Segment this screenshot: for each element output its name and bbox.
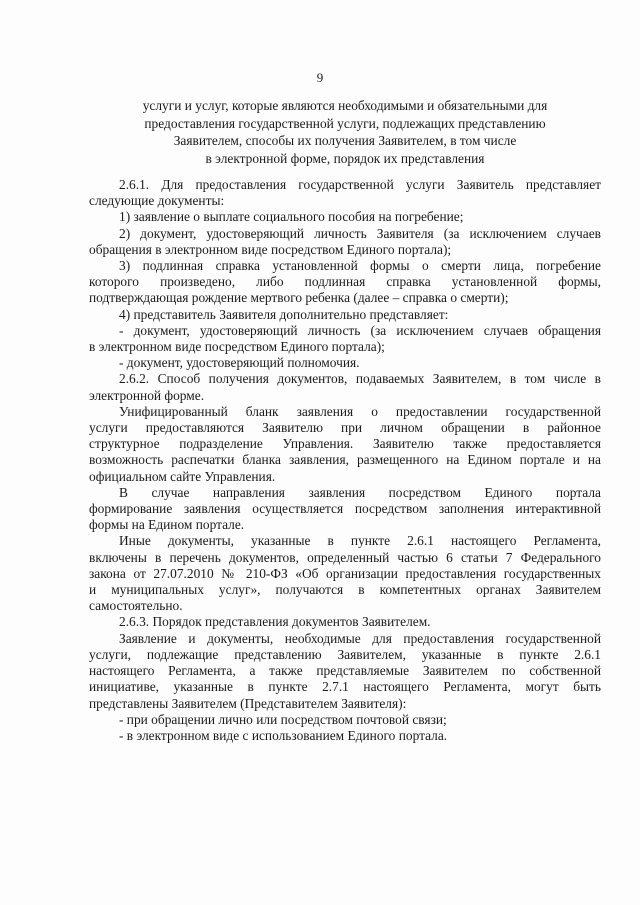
text-line: - документ, удостоверяющий личность (за исключением случаев обращения	[119, 322, 601, 338]
paragraph-portal-submission	[89, 485, 601, 534]
paragraph-2-6-2	[89, 371, 601, 403]
text-line: включены в перечень документов, определенный частью 6 статьи 7 Федерального	[89, 549, 601, 565]
representative-doc-authority	[89, 355, 601, 371]
text-line: 4) представитель Заявителя дополнительно представляет:	[119, 306, 449, 322]
text-line: 2.6.3. Порядок представления документов Заявителем.	[119, 614, 431, 630]
text-line: формирование заявления осуществляется посредством заполнения интерактивной	[89, 501, 601, 517]
text-line: обращения в электронном виде посредством Единого портала);	[89, 241, 452, 257]
text-line: В случае направления заявления посредством Единого портала	[119, 484, 601, 500]
text-line: услуги предоставляются Заявителю при личном обращении в районное	[89, 420, 601, 436]
paragraph-submission-methods	[89, 631, 601, 712]
text-line: самостоятельно.	[89, 598, 183, 614]
paragraph-unified-form	[89, 404, 601, 485]
heading-line: услуги и услуг, которые являются необходимыми и обязательными для	[142, 98, 548, 113]
text-line: 3) подлинная справка установленной формы о смерти лица, погребение	[119, 258, 601, 274]
text-line: структурное подразделение Управления. Заявителю также предоставляется	[89, 436, 601, 452]
text-line: инициативе, указанные в пункте 2.7.1 настоящего Регламента, могут быть	[89, 679, 601, 695]
heading-line: предоставления государственной услуги, подлежащих представлению	[144, 115, 546, 131]
paragraph-other-documents	[89, 533, 601, 614]
text-line: и муниципальных услуг», получаются в компетентных органах Заявителем	[89, 582, 601, 598]
text-line: - при обращении лично или посредством почтовой связи;	[119, 711, 447, 727]
list-item-2	[89, 226, 601, 258]
list-item-1	[89, 209, 601, 225]
method-electronic	[89, 728, 601, 744]
text-line: в электронном виде посредством Единого портала);	[89, 339, 385, 355]
document-body	[89, 177, 601, 744]
list-item-4	[89, 307, 601, 323]
list-item-3	[89, 258, 601, 307]
section-heading	[90, 97, 600, 167]
text-line: 2.6.2. Способ получения документов, подаваемых Заявителем, в том числе в	[119, 371, 601, 387]
text-line: подтверждающая рождение мертвого ребенка (далее – справка о смерти);	[89, 290, 509, 306]
heading-line: в электронной форме, порядок их представления	[205, 150, 485, 166]
text-line: Унифицированный бланк заявления о предоставлении государственной	[119, 403, 601, 419]
text-line: официальном сайте Управления.	[89, 468, 276, 484]
text-line: услуги, подлежащие представлению Заявителем, указанные в пункте 2.6.1	[89, 646, 601, 662]
text-line: закона от 27.07.2010 № 210-ФЗ «Об организации предоставления государственных	[89, 565, 601, 581]
text-line: возможность распечатки бланка заявления, размещенного на Едином портале и на	[89, 452, 601, 468]
heading-line: Заявителем, способы их получения Заявителем, в том числе	[173, 133, 517, 149]
text-line: Заявление и документы, необходимые для предоставления государственной	[119, 630, 601, 646]
text-line: - в электронном виде с использованием Единого портала.	[119, 727, 448, 743]
text-line: представлены Заявителем (Представителем Заявителя):	[89, 695, 407, 711]
representative-doc-identity	[89, 323, 601, 355]
text-line: 2) документ, удостоверяющий личность Заявителя (за исключением случаев	[119, 225, 601, 241]
text-line: настоящего Регламента, а также представляемые Заявителем по собственной	[89, 663, 601, 679]
text-line: 1) заявление о выплате социального пособия на погребение;	[119, 209, 464, 225]
text-line: которого произведено, либо подлинная справка установленной формы,	[89, 274, 601, 290]
text-line: формы на Едином портале.	[89, 517, 245, 533]
text-line: - документ, удостоверяющий полномочия.	[119, 355, 360, 371]
paragraph-2-6-1	[89, 177, 601, 209]
text-line: 2.6.1. Для предоставления государственной услуги Заявитель представляет	[119, 177, 601, 192]
paragraph-2-6-3	[89, 614, 601, 630]
method-in-person	[89, 712, 601, 728]
page-number: 9	[316, 70, 324, 85]
text-line: Иные документы, указанные в пункте 2.6.1 настоящего Регламента,	[119, 533, 601, 549]
text-line: следующие документы:	[89, 193, 225, 209]
text-line: электронной форме.	[89, 387, 205, 403]
